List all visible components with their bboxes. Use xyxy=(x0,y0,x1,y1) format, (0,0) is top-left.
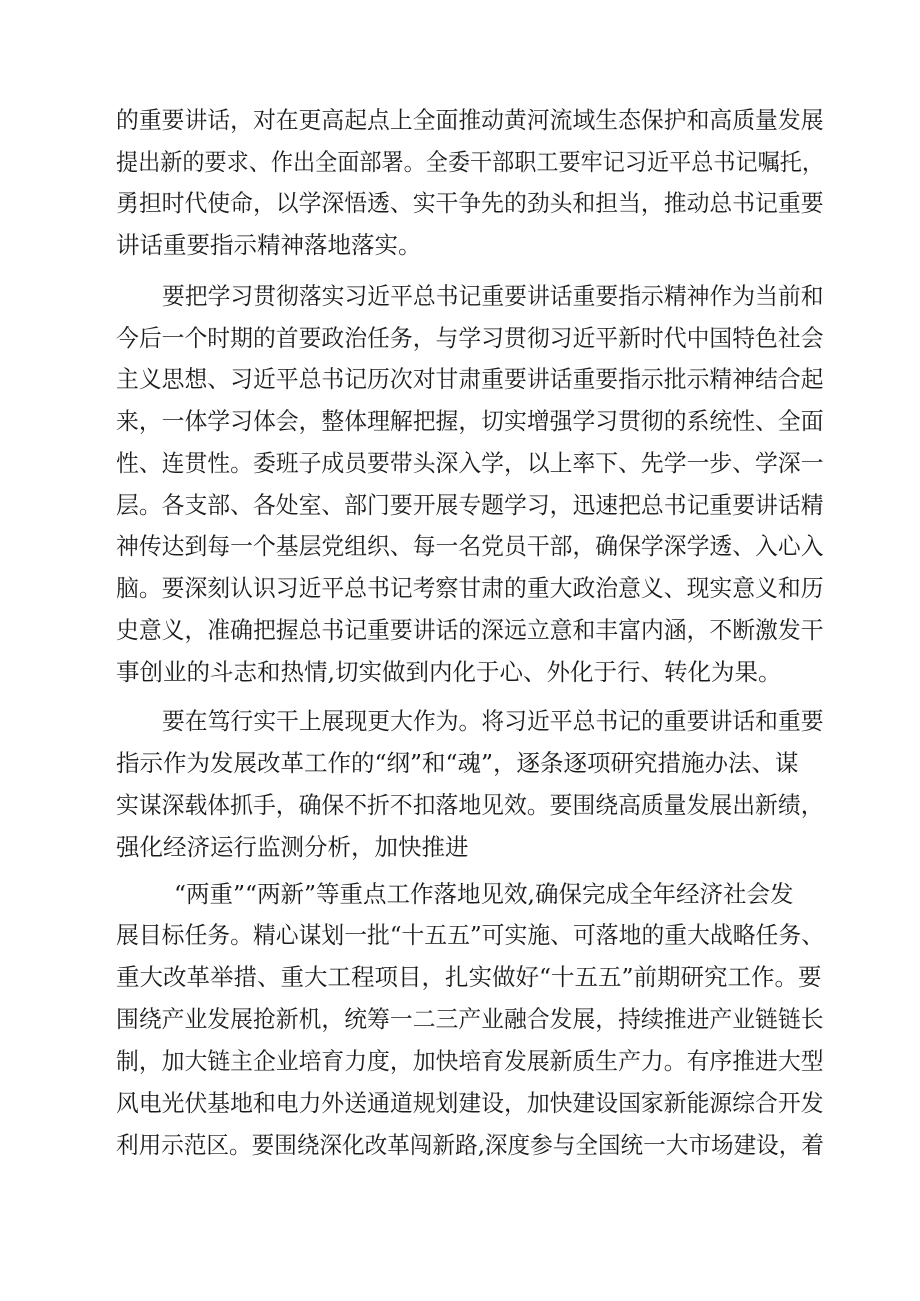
text-line: 强化经济运行监测分析，加快推进 xyxy=(116,833,469,861)
text-line: 今后一个时期的首要政治任务，与学习贯彻习近平新时代中国特色社会 xyxy=(116,324,824,352)
text-line: 讲话重要指示精神落地落实。 xyxy=(116,231,422,259)
text-line: 的重要讲话，对在更高起点上全面推动黄河流域生态保护和高质量发展 xyxy=(116,106,824,134)
text-line: 制，加大链主企业培育力度，加快培育发展新质生产力。有序推进大型 xyxy=(116,1047,824,1075)
text-line: 风电光伏基地和电力外送通道规划建设，加快建设国家新能源综合开发 xyxy=(116,1089,824,1117)
text-line: 勇担时代使命，以学深悟透、实干争先的劲头和担当，推动总书记重要 xyxy=(116,189,824,217)
text-line: 史意义，准确把握总书记重要讲话的深远立意和丰富内涵，不断激发干 xyxy=(116,616,824,644)
text-line: 层。各支部、各处室、部门要开展专题学习，迅速把总书记重要讲话精 xyxy=(116,491,824,519)
text-line: 事创业的斗志和热情,切实做到内化于心、外化于行、转化为果。 xyxy=(116,658,782,686)
text-line: 主义思想、习近平总书记历次对甘肃重要讲话重要指示批示精神结合起 xyxy=(116,365,824,393)
text-line: 来，一体学习体会，整体理解把握，切实增强学习贯彻的系统性、全面 xyxy=(116,407,824,435)
text-line: 提出新的要求、作出全面部署。全委干部职工要牢记习近平总书记嘱托， xyxy=(116,148,825,176)
text-line: 重大改革举措、重大工程项目，扎实做好“十五五”前期研究工作。要 xyxy=(116,963,822,991)
text-line: “两重”“两新”等重点工作落地见效,确保完成全年经济社会发 xyxy=(174,880,794,908)
text-line: 展目标任务。精心谋划一批“十五五”可实施、可落地的重大战略任务、 xyxy=(116,921,825,949)
text-line: 神传达到每一个基层党组织、每一名党员干部，确保学深学透、入心入 xyxy=(116,532,824,560)
text-line: 要把学习贯彻落实习近平总书记重要讲话重要指示精神作为当前和 xyxy=(162,282,824,310)
text-line: 脑。要深刻认识习近平总书记考察甘肃的重大政治意义、现实意义和历 xyxy=(116,574,824,602)
text-line: 性、连贯性。委班子成员要带头深入学，以上率下、先学一步、学深一 xyxy=(116,449,824,477)
text-line: 利用示范区。要围绕深化改革闯新路,深度参与全国统一大市场建设，着 xyxy=(116,1131,825,1159)
text-line: 要在笃行实干上展现更大作为。将习近平总书记的重要讲话和重要 xyxy=(162,707,824,735)
text-line: 实谋深载体抓手，确保不折不扣落地见效。要围绕高质量发展出新绩， xyxy=(116,791,824,819)
text-line: 围绕产业发展抢新机，统筹一二三产业融合发展，持续推进产业链链长 xyxy=(116,1005,824,1033)
text-line: 指示作为发展改革工作的“纲”和“魂”，逐条逐项研究措施办法、谋 xyxy=(116,749,799,777)
